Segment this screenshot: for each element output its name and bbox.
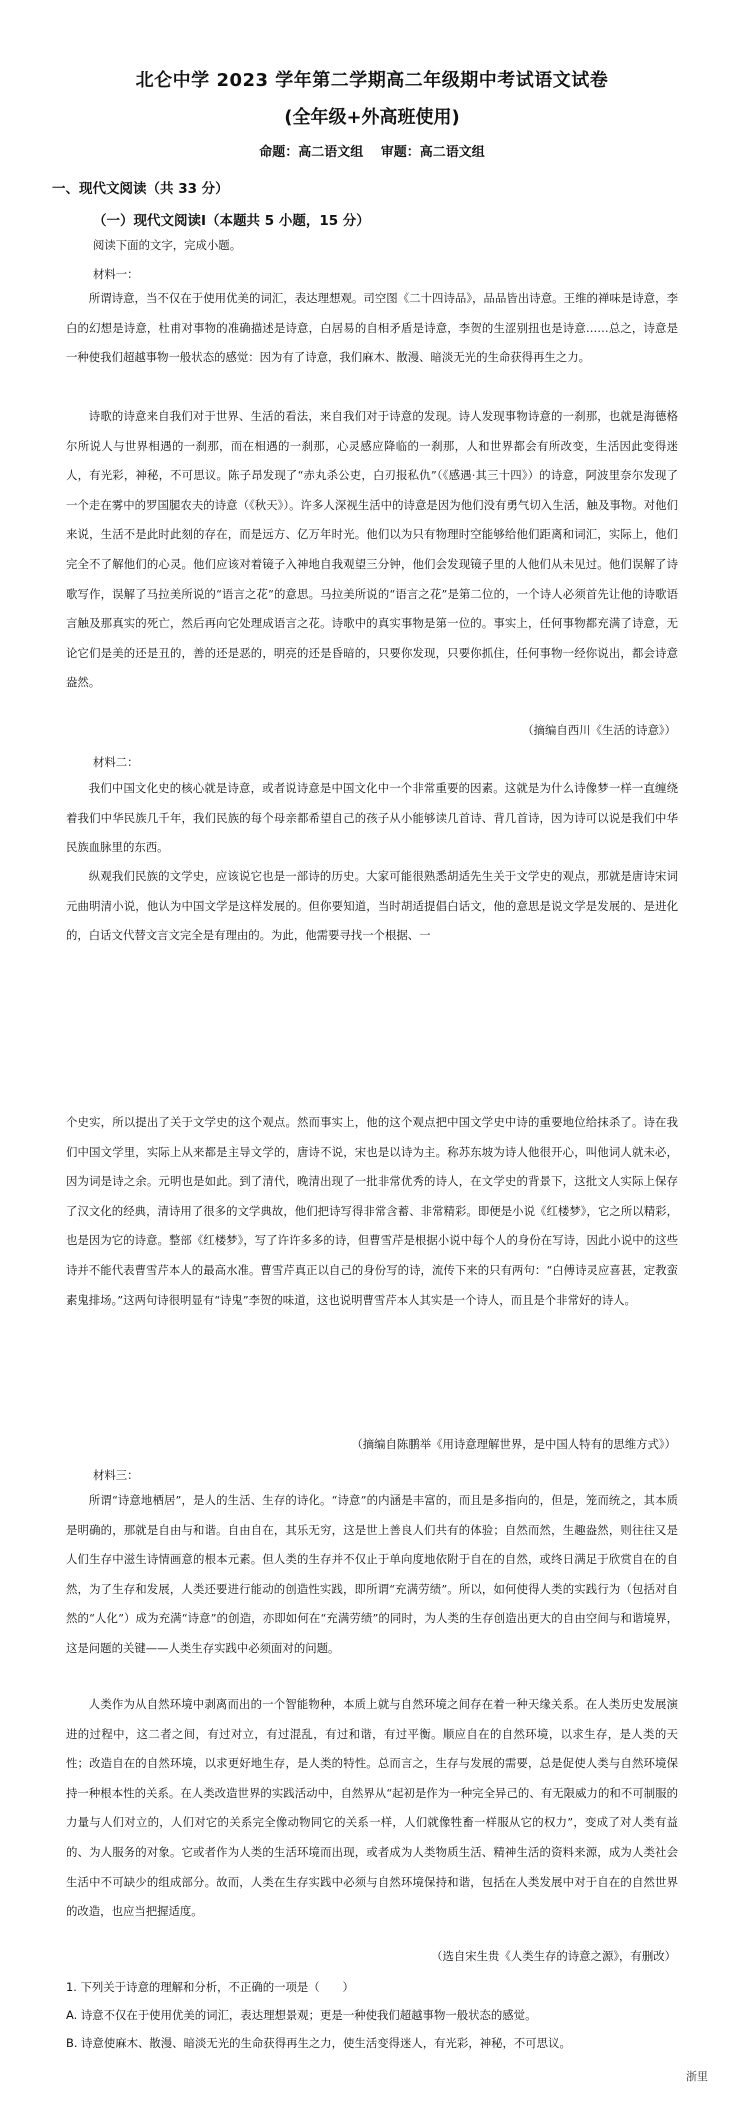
question-1-stem: 1. 下列关于诗意的理解和分析，不正确的一项是（ ） (66, 1980, 354, 1994)
material-2-paragraph-1: 我们中国文化史的核心就是诗意，或者说诗意是中国文化中一个非常重要的因素。这就是为什么诗像梦一样一直缠绕着我们中华民族几千年，我们民族的每个母亲都希望自己的孩子从小能够读几首诗、背几首诗，因为诗可以说是我们中华民族血脉里的东西。 (66, 781, 678, 855)
material-2-label: 材料二： (93, 755, 139, 769)
exam-subtitle: (全年级+外高班使用) (284, 107, 460, 128)
subsection-heading: （一）现代文阅读Ⅰ（本题共 5 小题，15 分） (93, 213, 370, 229)
exam-title: 北仑中学 2023 学年第二学期高二年级期中考试语文试卷 (135, 70, 609, 91)
material-1-source: （摘编自西川《生活的诗意》） (522, 723, 676, 737)
material-1-paragraph-1: 所谓诗意，当不仅在于使用优美的词汇，表达理想观。司空图《二十四诗品》，品品皆出诗意。王维的禅味是诗意，李白的幻想是诗意，杜甫对事物的准确描述是诗意，白居易的自相矛盾是诗意，李贺的生涩别扭也是诗意……总之，诗意是一种使我们超越事物一般状态的感觉：因为有了诗意，我们麻木、散漫、暗淡无光的生命获得再生之力。 (66, 291, 678, 365)
material-3-source: （选自宋生贵《人类生存的诗意之源》，有删改） (431, 1949, 676, 1963)
material-1-paragraph-2: 诗歌的诗意来自我们对于世界、生活的看法，来自我们对于诗意的发现。诗人发现事物诗意的一刹那，也就是海德格尔所说人与世界相遇的一刹那，而在相遇的一刹那，心灵感应降临的一刹那，人和世界都会有所改变，生活因此变得迷人，有光彩，神秘，不可思议。陈子昂发现了“赤丸杀公吏，白刃报私仇”（《感遇·其三十四》）的诗意，阿波里奈尔发现了一个走在雾中的罗国腿农夫的诗意（《秋天》）。许多人深视生活中的诗意是因为他们没有勇气切入生活，触及事物。对他们来说，生活不是此时此刻的存在，而是远方、亿万年时光。他们以为只有物理时空能够给他们距离和词汇，实际上，他们完全不了解他们的心灵。他们应该对着镜子入神地自我观望三分钟，他们会发现镜子里的人他们从未见过。他们误解了诗歌写作，误解了马拉美所说的“语言之花”的意思。马拉美所说的“语言之花”是第二位的，一个诗人必须首先让他的诗歌语言触及那真实的死亡，然后再向它处理成语言之花。诗歌中的真实事物是第一位的。事实上，任何事物都充满了诗意，无论它们是美的还是丑的，善的还是恶的，明亮的还是昏暗的，只要你发现，只要你抓住，任何事物一经你说出，都会诗意盎然。 (66, 409, 678, 690)
question-1-option-a: A. 诗意不仅在于使用优美的词汇，表达理想景观；更是一种使我们超越事物一般状态的感觉。 (66, 2008, 537, 2022)
instruction: 阅读下面的文字，完成小题。 (93, 238, 242, 252)
material-3-paragraph-2: 人类作为从自然环境中剥离而出的一个智能物种，本质上就与自然环境之间存在着一种天缘关系。在人类历史发展演进的过程中，这二者之间，有过对立，有过混乱，有过和谐，有过平衡。顺应自在的自然环境，以求生存，是人类的天性；改造自在的自然环境，以求更好地生存，是人类的特性。总而言之，生存与发展的需要，总是促使人类与自然环境保持一种根本性的关系。在人类改造世界的实践活动中，自然界从“起初是作为一种完全异己的、有无限威力的和不可制服的力量与人们对立的，人们对它的关系完全像动物同它的关系一样，人们就像牲畜一样服从它的权力”，变成了对人类有益的、为人服务的对象。它或者作为人类的生活环境而出现，或者成为人类物质生活、精神生活的资料来源，成为人类社会生活中不可缺少的组成部分。故而，人类在生存实践中必须与自然环境保持和谐，包括在人类发展中对于自在的自然世界的改造，也应当把握适度。 (66, 1697, 678, 1919)
footer-region: 浙里 (686, 2070, 708, 2083)
material-2-source: （摘编自陈鹏举《用诗意理解世界，是中国人特有的思维方式》） (351, 1437, 676, 1451)
exam-authors: 命题：高二语文组 审题：高二语文组 (259, 145, 485, 160)
question-1-option-b: B. 诗意使麻木、散漫、暗淡无光的生命获得再生之力，使生活变得迷人，有光彩，神秘，不可思议。 (66, 2036, 571, 2050)
material-2-paragraph-2-part-2: 个史实，所以提出了关于文学史的这个观点。然而事实上，他的这个观点把中国文学史中诗的重要地位给抹杀了。诗在我们中国文学里，实际上从来都是主导文学的，唐诗不说，宋也是以诗为主。称苏东坡为诗人他很开心，叫他词人就未必，因为词是诗之余。元明也是如此。到了清代，晚清出现了一批非常优秀的诗人，在文学史的背景下，这批文人实际上保存了汉文化的经典，清诗用了很多的文学典故，他们把诗写得非常含蓄、非常精彩。即便是小说《红楼梦》，它之所以精彩，也是因为它的诗意。整部《红楼梦》，写了许许多多的诗，但曹雪芹是根据小说中每个人的身份在写诗，因此小说中的这些诗并不能代表曹雪芹本人的最高水准。曹雪芹真正以自己的身份写的诗，流传下来的只有两句：“白傅诗灵应喜甚，定教蛮素鬼排场。”这两句诗很明显有“诗鬼”李贺的味道，这也说明曹雪芹本人其实是一个诗人，而且是个非常好的诗人。 (66, 1115, 678, 1307)
material-3-label: 材料三： (93, 1468, 139, 1482)
material-1-label: 材料一： (93, 267, 139, 281)
material-2-paragraph-2-part-1: 纵观我们民族的文学史，应该说它也是一部诗的历史。大家可能很熟悉胡适先生关于文学史的观点，那就是唐诗宋词元曲明清小说，他认为中国文学是这样发展的。但你要知道，当时胡适提倡白话文，他的意思是说文学是发展的、是进化的，白话文代替文言文完全是有理由的。为此，他需要寻找一个根据、一 (66, 869, 678, 943)
material-3-paragraph-1: 所谓“诗意地栖居”，是人的生活、生存的诗化。“诗意”的内涵是丰富的，而且是多指向的，但是，笼而统之，其本质是明确的，那就是自由与和谐。自由自在，其乐无穷，这是世上善良人们共有的体验；自然而然，生趣盎然，则往往又是人们生存中滋生诗情画意的根本元素。但人类的生存并不仅止于单向度地依附于自在的自然，或终日满足于欣赏自在的自然，为了生存和发展，人类还要进行能动的创造性实践，即所谓“充满劳绩”。所以，如何使得人类的实践行为（包括对自然的“人化”）成为充满“诗意”的创造，亦即如何在“充满劳绩”的同时，为人类的生存创造出更大的自由空间与和谐境界，这是问题的关键——人类生存实践中必须面对的问题。 (66, 1493, 678, 1655)
section-heading: 一、现代文阅读（共 33 分） (52, 181, 229, 197)
